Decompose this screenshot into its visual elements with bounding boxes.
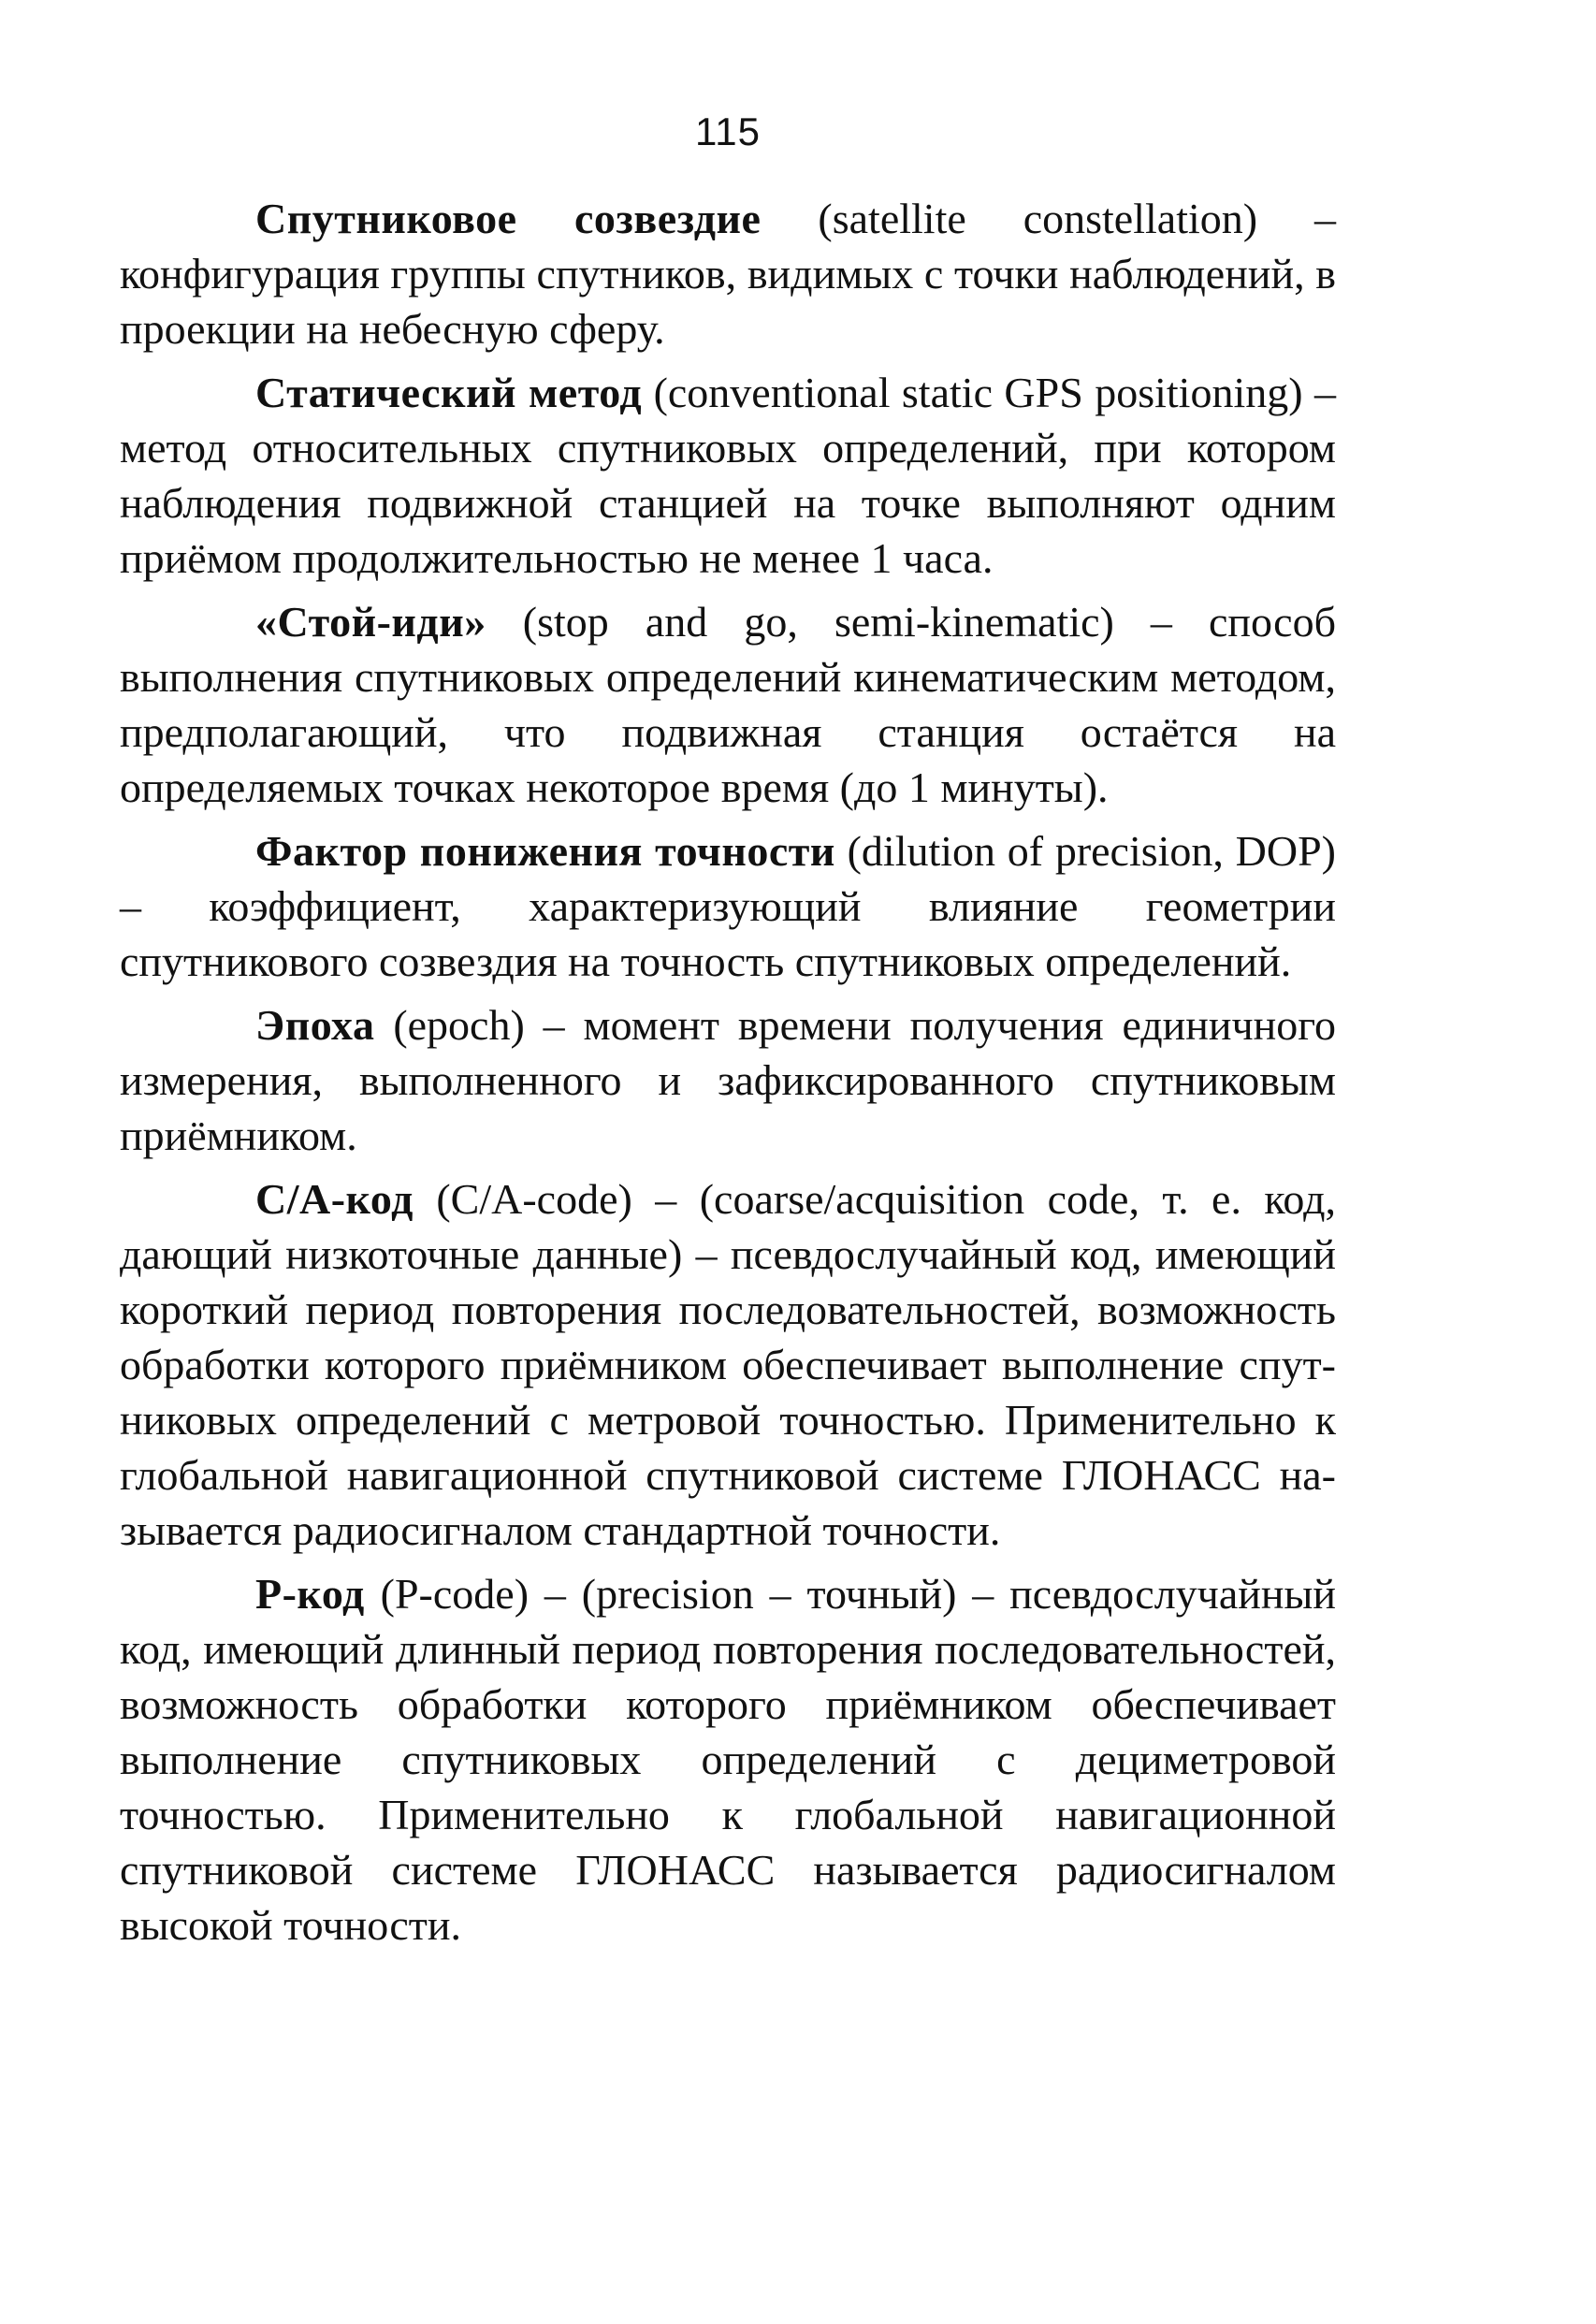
entry-term: Статический метод [255, 369, 643, 416]
glossary-entry-stop-and-go [120, 594, 1336, 815]
entry-term: С/А-код [255, 1175, 414, 1223]
entry-term: Фактор понижения точности [255, 827, 835, 875]
glossary-entry-p-code [120, 1566, 1336, 1953]
entry-definition: (conventional static GPS positioning) – метод относительных спутниковых определений, при котором наблюдения подвижной станцией на точке выполняют одним приёмом продолжительностью не менее 1 часа. [120, 369, 1336, 582]
page-number: 115 [695, 109, 761, 153]
entry-term: Р-код [255, 1570, 365, 1618]
glossary-entry-dop [120, 823, 1336, 989]
entry-term: Эпоха [255, 1001, 375, 1049]
document-page [120, 109, 1337, 1961]
glossary-entry-epoch [120, 997, 1336, 1163]
entry-definition: (satellite constellation) – конфигурация группы спутников, видимых с точки наблюдений, в проекции на небесную сферу. [120, 195, 1337, 353]
glossary-entry-satellite-constellation [120, 191, 1336, 356]
entry-definition: (P-code) – (precision – точный) – псевдослучайный код, имеющий длинный период повторения последовательностей, возможность обработки которого приёмником обеспечивает выполнение спутниковых определений с дециметровой точностью. Применительно к глобальной навигационной спутниковой системе ГЛОНАСС называется радиосигналом высокой точности. [120, 1570, 1336, 1949]
glossary-entry-ca-code [120, 1171, 1336, 1558]
entry-definition: (dilution of precision, DOP) – коэффициент, характеризующий влияние геометрии спутникового созвездия на точность спутниковых определений. [120, 827, 1336, 985]
entry-definition: (C/A-code) – (coarse/acquisition code, т. е. код, дающий низкоточные данные) – псевдослучайный код, имеющий короткий период повторения последовательностей, возможность обработки которого приёмником обеспечивает выполнение спутниковых определений с метровой точностью. Применительно к глобальной навигационной спутниковой системе ГЛОНАСС называется радиосигналом стандартной точности. [120, 1175, 1336, 1554]
entry-definition: (epoch) – момент времени получения единичного измерения, выполненного и зафиксированного спутниковым приёмником. [120, 1001, 1336, 1159]
entry-definition: (stop and go, semi-kinematic) – способ выполнения спутниковых определений кинематическим методом, предполагающий, что подвижная станция остаётся на определяемых точках некоторое время (до 1 минуты). [120, 598, 1336, 811]
entry-term: Спутниковое созвездие [255, 195, 762, 242]
glossary-entry-static-method [120, 365, 1336, 586]
entry-term: «Стой-иди» [255, 598, 486, 646]
